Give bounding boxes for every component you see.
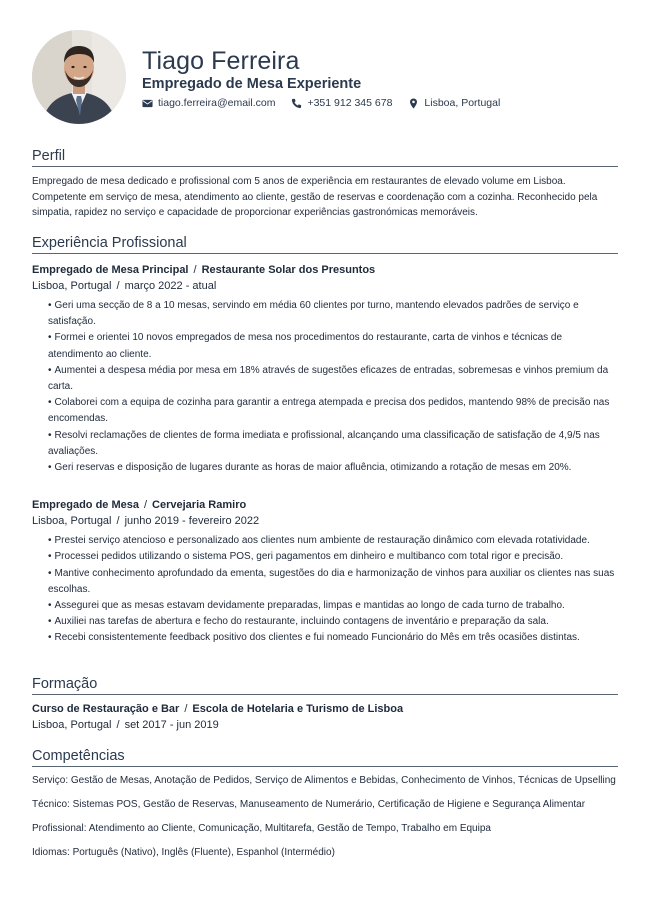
phone-icon xyxy=(291,98,302,109)
list-item: • Formei e orientei 10 novos empregados de mesa nos procedimentos do restaurante, carta de vinhos e técnicas de atendimento ao cliente. xyxy=(48,330,618,362)
job-bullets xyxy=(32,298,618,476)
avatar xyxy=(32,30,126,124)
education-course: Curso de Restauração e Bar xyxy=(32,703,180,715)
list-item: • Processei pedidos utilizando o sistema POS, geri pagamentos em dinheiro e multibanco com total rigor e precisão. xyxy=(48,549,618,565)
separator: / xyxy=(193,264,197,276)
map-pin-icon xyxy=(408,98,419,109)
list-item: • Recebi consistentemente feedback positivo dos clientes e fui nomeado Funcionário do Mês em três ocasiões distintas. xyxy=(48,630,618,646)
job-location: Lisboa, Portugal xyxy=(32,515,112,528)
education-heading: Formação xyxy=(32,675,618,695)
job-entry xyxy=(32,263,618,476)
resume-page xyxy=(32,30,618,858)
job-bullets xyxy=(32,533,618,646)
list-item: • Geri uma secção de 8 a 10 mesas, servindo em média 60 clientes por turno, mantendo elevados padrões de serviço e satisfação. xyxy=(48,298,618,330)
separator: / xyxy=(184,703,188,715)
experience-heading: Experiência Profissional xyxy=(32,234,618,254)
job-company: Cervejaria Ramiro xyxy=(152,499,247,512)
education-header xyxy=(32,702,618,716)
skill-line: Profissional: Atendimento ao Cliente, Comunicação, Multitarefa, Gestão de Tempo, Trabalho em Equipa xyxy=(32,823,491,834)
list-item: • Colaborei com a equipa de cozinha para garantir a entrega atempada e precisa dos pedidos, mantendo 98% de precisão nas encomendas. xyxy=(48,395,618,427)
experience-section xyxy=(32,234,618,647)
list-item: • Mantive conhecimento aprofundado da ementa, sugestões do dia e harmonização de vinhos para auxiliar os clientes nas suas escolhas. xyxy=(48,566,618,598)
job-meta xyxy=(32,279,618,293)
job-role: Empregado de Mesa Principal xyxy=(32,264,189,276)
education-location: Lisboa, Portugal xyxy=(32,719,112,731)
list-item: • Prestei serviço atencioso e personalizado aos clientes num ambiente de restauração dinâmico com elevada rotatividade. xyxy=(48,533,618,549)
candidate-name: Tiago Ferreira xyxy=(142,47,300,75)
contact-phone xyxy=(291,97,392,109)
job-meta xyxy=(32,514,618,528)
profile-section xyxy=(32,147,618,221)
separator: / xyxy=(143,499,148,512)
separator: / xyxy=(116,719,120,731)
separator: / xyxy=(116,280,120,292)
job-dates: março 2022 - atual xyxy=(124,280,217,292)
list-item: • Auxiliei nas tarefas de abertura e fecho do restaurante, incluindo contagens de inventário e preparação da sala. xyxy=(48,614,618,630)
job-company: Restaurante Solar dos Presuntos xyxy=(201,264,376,276)
resume-header xyxy=(32,30,618,130)
profile-summary: Empregado de mesa dedicado e profissional com 5 anos de experiência em restaurantes de elevado volume em Lisboa. Competente em serviço de mesa, atendimento ao cliente, gestão de reservas e coordenação com a cozinha. Reconhecido pela simpatia, rapidez no serviço e capacidade de proporcionar experiências gastronómicas memoráveis. xyxy=(32,176,598,218)
contact-email xyxy=(142,97,275,109)
profile-photo xyxy=(32,30,126,124)
location-text: Lisboa, Portugal xyxy=(424,97,501,109)
list-item: • Geri reservas e disposição de lugares durante as horas de maior afluência, otimizando a rotação de mesas em 20%. xyxy=(48,460,618,476)
skill-line: Serviço: Gestão de Mesas, Anotação de Pedidos, Serviço de Alimentos e Bebidas, Conhecimento de Vinhos, Técnicas de Upselling xyxy=(32,775,616,786)
education-dates: set 2017 - jun 2019 xyxy=(124,719,219,731)
phone-text: +351 912 345 678 xyxy=(307,97,393,109)
list-item: • Resolvi reclamações de clientes de forma imediata e profissional, alcançando uma classificação de satisfação de 4,9/5 nas avaliações. xyxy=(48,428,618,460)
education-school: Escola de Hotelaria e Turismo de Lisboa xyxy=(192,703,404,715)
job-entry xyxy=(32,498,618,646)
skills-section xyxy=(32,747,618,860)
contact-location xyxy=(408,97,500,109)
job-header xyxy=(32,263,618,277)
job-header xyxy=(32,498,618,512)
skills-heading: Competências xyxy=(32,747,618,767)
profile-heading: Perfil xyxy=(32,147,618,167)
list-item: • Aumentei a despesa média por mesa em 18% através de sugestões eficazes de entradas, sobremesas e vinhos premium da carta. xyxy=(48,363,618,395)
job-location: Lisboa, Portugal xyxy=(32,280,112,292)
contact-info xyxy=(142,97,516,109)
job-role: Empregado de Mesa xyxy=(32,499,139,512)
list-item: • Assegurei que as mesas estavam devidamente preparadas, limpas e mantidas ao longo de cada turno de trabalho. xyxy=(48,598,618,614)
education-section xyxy=(32,675,618,732)
envelope-icon xyxy=(142,98,153,109)
email-text: tiago.ferreira@email.com xyxy=(158,97,276,109)
skill-line: Técnico: Sistemas POS, Gestão de Reservas, Manuseamento de Numerário, Certificação de Higiene e Segurança Alimentar xyxy=(32,799,586,810)
separator: / xyxy=(116,515,120,528)
job-dates: junho 2019 - fevereiro 2022 xyxy=(124,515,260,528)
education-meta xyxy=(32,718,618,732)
candidate-title: Empregado de Mesa Experiente xyxy=(142,76,362,92)
skill-line: Idiomas: Português (Nativo), Inglês (Fluente), Espanhol (Intermédio) xyxy=(32,847,335,858)
